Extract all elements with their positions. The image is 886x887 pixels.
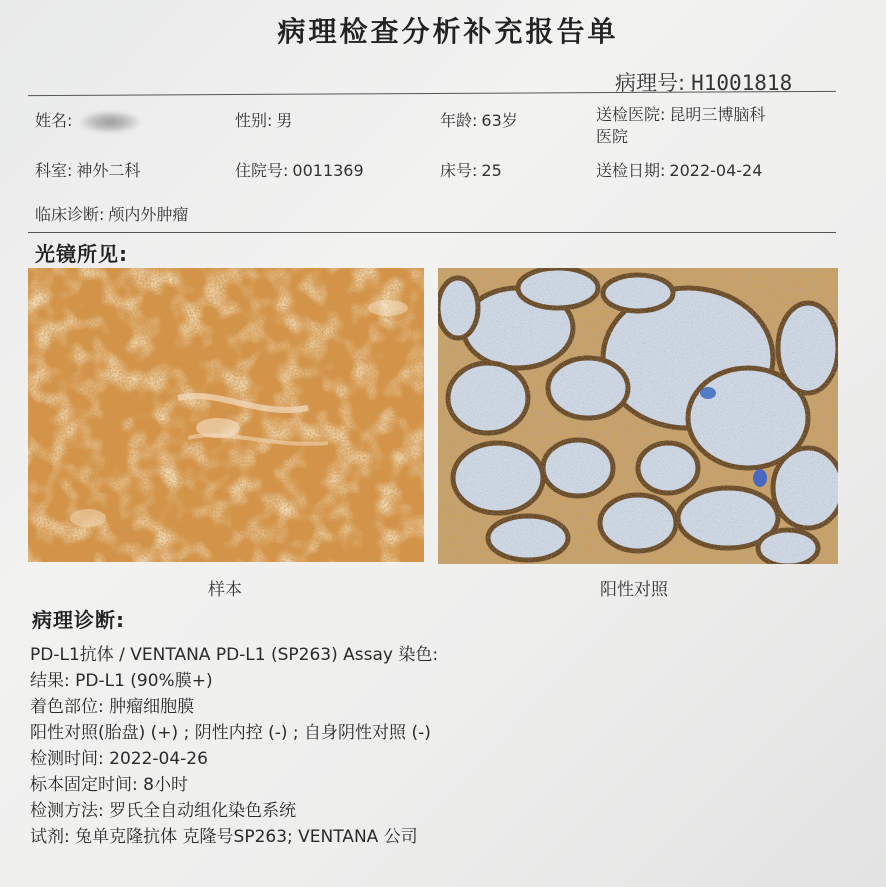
sample-micrograph-svg bbox=[28, 268, 424, 562]
diagnosis-line-result: 结果: PD-L1 (90%膜+) bbox=[30, 671, 213, 691]
admission-no-label: 住院号: bbox=[235, 161, 289, 180]
bed-no-label: 床号: bbox=[440, 161, 478, 180]
department-value: 神外二科 bbox=[76, 161, 141, 180]
pathology-number-value: H1001818 bbox=[691, 71, 793, 95]
pathology-diagnosis-heading: 病理诊断: bbox=[32, 608, 125, 632]
diagnosis-line-test-date: 检测时间: 2022-04-26 bbox=[30, 749, 208, 769]
name-label: 姓名: bbox=[35, 111, 73, 130]
admission-no-value: 0011369 bbox=[292, 161, 364, 180]
sex-label: 性别: bbox=[235, 111, 273, 130]
submit-date-value: 2022-04-24 bbox=[669, 161, 763, 180]
diagnosis-line-fixation-time: 标本固定时间: 8小时 bbox=[30, 775, 188, 795]
department-label: 科室: bbox=[35, 161, 73, 180]
pathology-number-label: 病理号: bbox=[615, 71, 686, 95]
age-label: 年龄: bbox=[440, 111, 478, 130]
clinical-diagnosis-label: 临床诊断: bbox=[35, 205, 105, 224]
field-age bbox=[440, 108, 518, 131]
field-department bbox=[35, 158, 140, 181]
age-value: 63岁 bbox=[481, 111, 518, 130]
diagnosis-line-controls: 阳性对照(胎盘) (+) ; 阴性内控 (-) ; 自身阴性对照 (-) bbox=[30, 723, 431, 743]
field-bed-no bbox=[440, 158, 502, 181]
positive-control-caption: 阳性对照 bbox=[600, 580, 668, 600]
diagnosis-line-reagent: 试剂: 兔单克隆抗体 克隆号SP263; VENTANA 公司 bbox=[30, 827, 418, 847]
field-clinical-diagnosis bbox=[35, 202, 188, 225]
field-admission-no bbox=[235, 158, 364, 181]
clinical-diagnosis-value: 颅内外肿瘤 bbox=[108, 205, 189, 224]
field-hospital bbox=[596, 102, 765, 125]
microscopy-heading: 光镜所见: bbox=[35, 242, 128, 266]
sample-micrograph bbox=[28, 268, 424, 562]
sex-value: 男 bbox=[276, 111, 293, 130]
diagnosis-block bbox=[30, 642, 438, 850]
field-sex bbox=[235, 108, 292, 131]
diagnosis-line-assay: PD-L1抗体 / VENTANA PD-L1 (SP263) Assay 染色: bbox=[30, 645, 439, 665]
diagnosis-line-method: 检测方法: 罗氏全自动组化染色系统 bbox=[30, 801, 297, 821]
hospital-value-line1: 昆明三博脑科 bbox=[669, 105, 766, 124]
bed-no-value: 25 bbox=[481, 161, 502, 180]
field-name bbox=[35, 108, 140, 133]
sample-caption: 样本 bbox=[208, 580, 242, 600]
section-divider bbox=[28, 232, 836, 233]
hospital-label: 送检医院: bbox=[596, 105, 666, 124]
diagnosis-line-stain-site: 着色部位: 肿瘤细胞膜 bbox=[30, 697, 195, 717]
positive-control-micrograph bbox=[438, 268, 838, 564]
field-submit-date bbox=[596, 158, 762, 181]
submit-date-label: 送检日期: bbox=[596, 161, 666, 180]
hospital-value-line2: 医院 bbox=[596, 127, 629, 146]
positive-control-micrograph-svg bbox=[438, 268, 838, 564]
name-redacted bbox=[80, 111, 140, 133]
report-title: 病理检查分析补充报告单 bbox=[277, 15, 619, 48]
